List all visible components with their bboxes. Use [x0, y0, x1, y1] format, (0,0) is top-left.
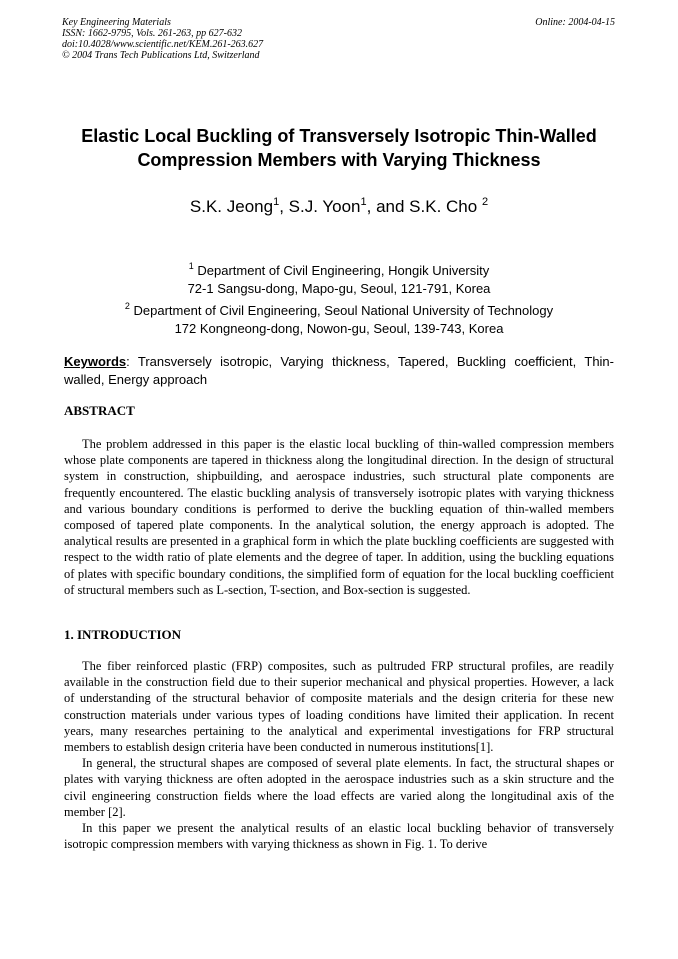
keywords	[64, 353, 614, 389]
affiliation-mark: 1	[188, 261, 194, 271]
author-affiliation-mark: 1	[273, 196, 280, 208]
author-name: S.J. Yoon	[288, 197, 361, 216]
author-affiliation-mark: 1	[360, 196, 367, 208]
affiliation-address: 172 Kongneong-dong, Nowon-gu, Seoul, 139-743, Korea	[174, 321, 504, 336]
title-line-2: Compression Members with Varying Thickness	[137, 150, 541, 170]
abstract-heading: ABSTRACT	[64, 403, 135, 418]
affiliation-department: Department of Civil Engineering, Hongik University	[197, 263, 490, 278]
abstract-body	[64, 436, 614, 598]
author-affiliation-mark: 2	[481, 196, 489, 208]
author-separator: ,	[279, 197, 289, 216]
copyright-line: © 2004 Trans Tech Publications Ltd, Switzerland	[62, 50, 260, 61]
abstract-paragraph: The problem addressed in this paper is the elastic local buckling of thin-walled compression members whose plate components are tapered in thickness along the longitudinal direction. In the design of structural system in construction, shipbuilding, and aerospace industries, such structural plate components are frequently encountered. The elastic buckling analysis of transversely isotropic plates with varying thickness and various boundary conditions is performed to derive the buckling equation of thin-walled members composed of tapered plate components. In the analytical solution, the energy approach is adopted. The analytical results are presented in a graphical form in which the plate buckling coefficients are suggested with respect to the width ratio of plate elements and the degree of taper. In addition, using the buckling equations of plates with specific boundary conditions, the simplified form of equation for the local buckling coefficient of structural members such as L-section, T-section, and Box-section is suggested.	[64, 437, 614, 597]
paper-title	[40, 124, 638, 172]
journal-header	[62, 17, 263, 61]
introduction-paragraph: The fiber reinforced plastic (FRP) composites, such as pultruded FRP structural profiles, are readily available in the construction field due to their superior mechanical and physical properties. However, a lack of understanding of the structural behavior of composite materials and the design criteria for these new construction materials under various types of loading conditions have limited their application. In recent years, many researches pertaining to the analytical and experimental investigations for FRP structural members to establish design criteria have been conducted in numerous institutions[1].	[64, 659, 614, 755]
issn-line: ISSN: 1662-9795, Vols. 261-263, pp 627-632	[62, 28, 242, 39]
introduction-heading: 1. INTRODUCTION	[64, 627, 182, 642]
affiliation-department: Department of Civil Engineering, Seoul National University of Technology	[133, 303, 554, 318]
affiliation-2	[40, 302, 638, 338]
title-line-1: Elastic Local Buckling of Transversely Isotropic Thin-Walled	[81, 126, 597, 146]
doi-line: doi:10.4028/www.scientific.net/KEM.261-263.627	[62, 39, 264, 50]
author-name: S.K. Cho	[409, 197, 478, 216]
keywords-label: Keywords	[64, 354, 127, 369]
introduction-paragraph: In general, the structural shapes are composed of several plate elements. In fact, the structural shapes or plates with varying thickness are often adopted in the aerospace industries such as a skin structure and the civil engineering construction fields where the load effects are varied along the longitudinal axis of the member [2].	[64, 756, 614, 819]
online-date: Online: 2004-04-15	[535, 17, 615, 28]
affiliation-address: 72-1 Sangsu-dong, Mapo-gu, Seoul, 121-791, Korea	[187, 281, 491, 296]
introduction-paragraph: In this paper we present the analytical results of an elastic local buckling behavior of transversely isotropic compression members with varying thickness as shown in Fig. 1. To derive	[64, 821, 614, 852]
author-name: S.K. Jeong	[189, 197, 274, 216]
author-separator: , and	[366, 197, 410, 216]
author-list	[40, 196, 638, 218]
affiliation-1	[40, 262, 638, 298]
affiliation-mark: 2	[124, 301, 130, 311]
introduction-body	[64, 658, 614, 852]
journal-name: Key Engineering Materials	[62, 17, 171, 28]
keywords-text: : Transversely isotropic, Varying thickness, Tapered, Buckling coefficient, Thin-walled, Energy approach	[64, 354, 614, 387]
